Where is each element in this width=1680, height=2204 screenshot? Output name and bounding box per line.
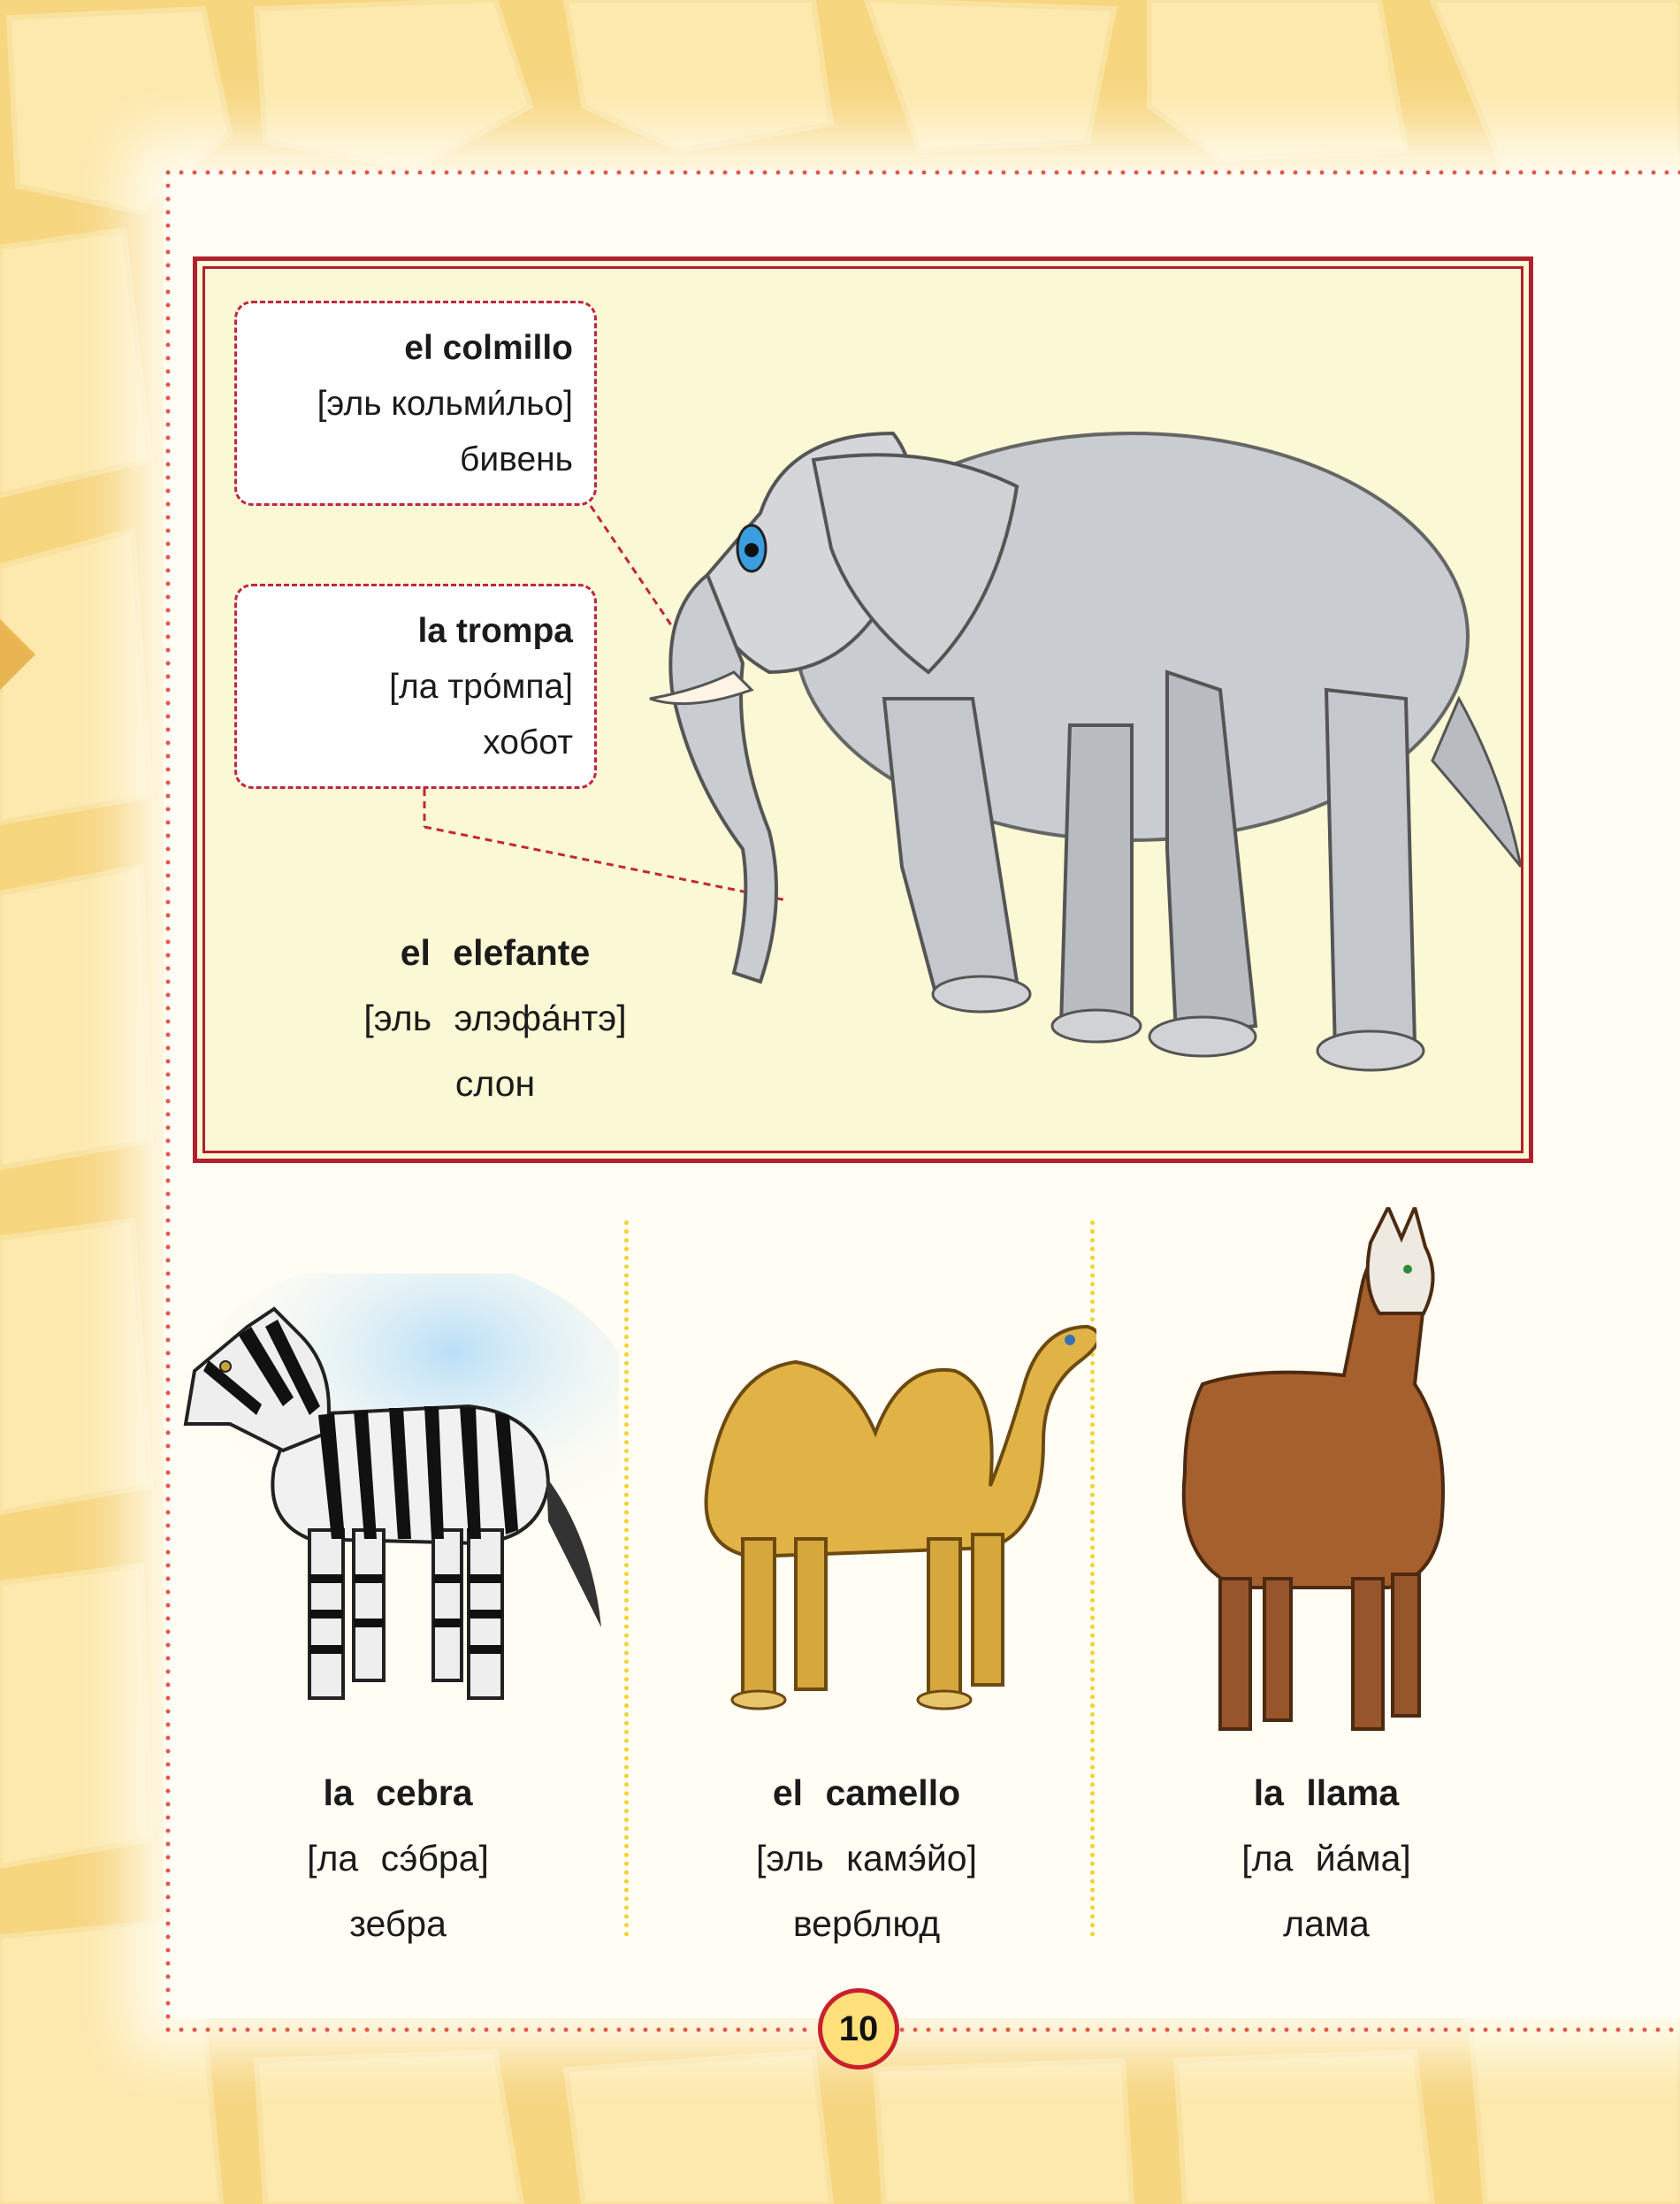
animal-spanish: el camello <box>772 1772 961 1813</box>
label-elefante <box>327 920 663 1116</box>
animal-spanish: el elefante <box>400 932 591 973</box>
page-number: 10 <box>838 2009 879 2048</box>
callout-colmillo <box>234 301 597 506</box>
animal-pronunciation: [эль камэ́йо] <box>756 1838 977 1879</box>
animal-spanish: la cebra <box>323 1772 473 1813</box>
callout-pronunciation: [эль кольми́льо] <box>317 385 573 423</box>
animal-pronunciation: [эль элэфа́нтэ] <box>363 998 627 1038</box>
callout-spanish: la trompa <box>417 612 573 650</box>
animal-russian: верблюд <box>792 1903 941 1944</box>
animal-pronunciation: [ла йа́ма] <box>1241 1838 1411 1879</box>
callout-trompa <box>234 584 597 789</box>
callout-russian: хобот <box>483 723 573 761</box>
camel-illustration <box>672 1309 1096 1716</box>
animal-russian: лама <box>1283 1903 1370 1944</box>
column-separator <box>624 1221 629 1937</box>
llama-illustration <box>1149 1207 1485 1738</box>
callout-spanish: el colmillo <box>404 329 573 367</box>
callout-pronunciation: [ла тро́мпа] <box>389 668 573 706</box>
animal-pronunciation: [ла сэ́бра] <box>307 1838 489 1879</box>
label-camello <box>707 1760 1026 1956</box>
animal-russian: зебра <box>349 1903 447 1944</box>
label-cebra <box>256 1760 539 1956</box>
elephant-illustration <box>637 407 1521 1097</box>
page-number-badge <box>818 1988 899 2070</box>
animal-russian: слон <box>454 1063 536 1104</box>
zebra-illustration <box>177 1274 619 1725</box>
animal-spanish: la llama <box>1253 1772 1400 1813</box>
callout-russian: бивень <box>460 440 573 478</box>
label-llama <box>1185 1760 1468 1956</box>
